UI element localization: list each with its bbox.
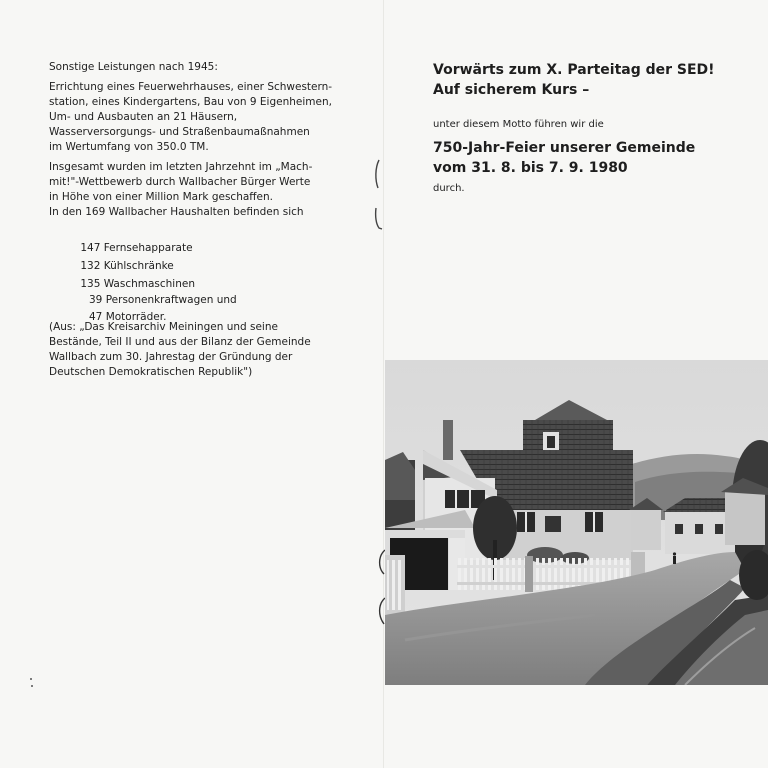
stat-count: 39: [88, 294, 103, 306]
village-photo: [385, 360, 768, 685]
source-line-1: (Aus: „Das Kreisarchiv Meiningen und seine: [49, 321, 278, 333]
heading1-line-2: Auf sicherem Kurs –: [433, 82, 590, 98]
closing-word: durch.: [433, 183, 465, 194]
village-scene-image: [385, 360, 768, 685]
para1-line-2: station, eines Kindergartens, Bau von 9 Eigenheimen,: [49, 96, 332, 108]
stat-item: Personenkraftwagen und: [105, 294, 237, 306]
scan-speck: [28, 676, 36, 690]
para2-line-2: mit!"-Wettbewerb durch Wallbacher Bürger Werte: [49, 176, 311, 188]
stat-item: Kühlschränke: [103, 260, 174, 272]
motto-line: unter diesem Motto führen wir die: [433, 119, 604, 130]
para1-line-1: Errichtung eines Feuerwehrhauses, einer Schwestern-: [49, 81, 333, 93]
stat-count: 132: [80, 260, 101, 272]
stat-count: 135: [80, 278, 101, 290]
para2-line-1: Insgesamt wurden im letzten Jahrzehnt im „Mach-: [49, 161, 313, 173]
stat-item: Waschmaschinen: [103, 278, 195, 290]
source-line-4: Deutschen Demokratischen Republik"): [49, 366, 253, 378]
heading1-line-1: Vorwärts zum X. Parteitag der SED!: [433, 62, 715, 78]
binding-marks: [370, 158, 384, 233]
source-line-2: Bestände, Teil II und aus der Bilanz der Gemeinde: [49, 336, 311, 348]
para1-line-5: im Wertumfang von 350.0 TM.: [49, 141, 209, 153]
heading2-line-2: vom 31. 8. bis 7. 9. 1980: [433, 160, 628, 176]
para2-line-3: in Höhe von einer Million Mark geschaffen.: [49, 191, 273, 203]
stat-item: Motorräder.: [105, 311, 167, 323]
section-title: Sonstige Leistungen nach 1945:: [49, 61, 218, 73]
para1-line-3: Um- und Ausbauten an 21 Häusern,: [49, 111, 238, 123]
para2-line-4: In den 169 Wallbacher Haushalten befinden sich: [49, 206, 304, 218]
stat-count: 147: [80, 242, 101, 254]
para1-line-4: Wasserversorgungs- und Straßenbaumaßnahmen: [49, 126, 310, 138]
stat-count: 47: [88, 311, 103, 323]
heading2-line-1: 750-Jahr-Feier unserer Gemeinde: [433, 140, 696, 156]
source-line-3: Wallbach zum 30. Jahrestag der Gründung der: [49, 351, 293, 363]
stat-item: Fernsehapparate: [103, 242, 193, 254]
